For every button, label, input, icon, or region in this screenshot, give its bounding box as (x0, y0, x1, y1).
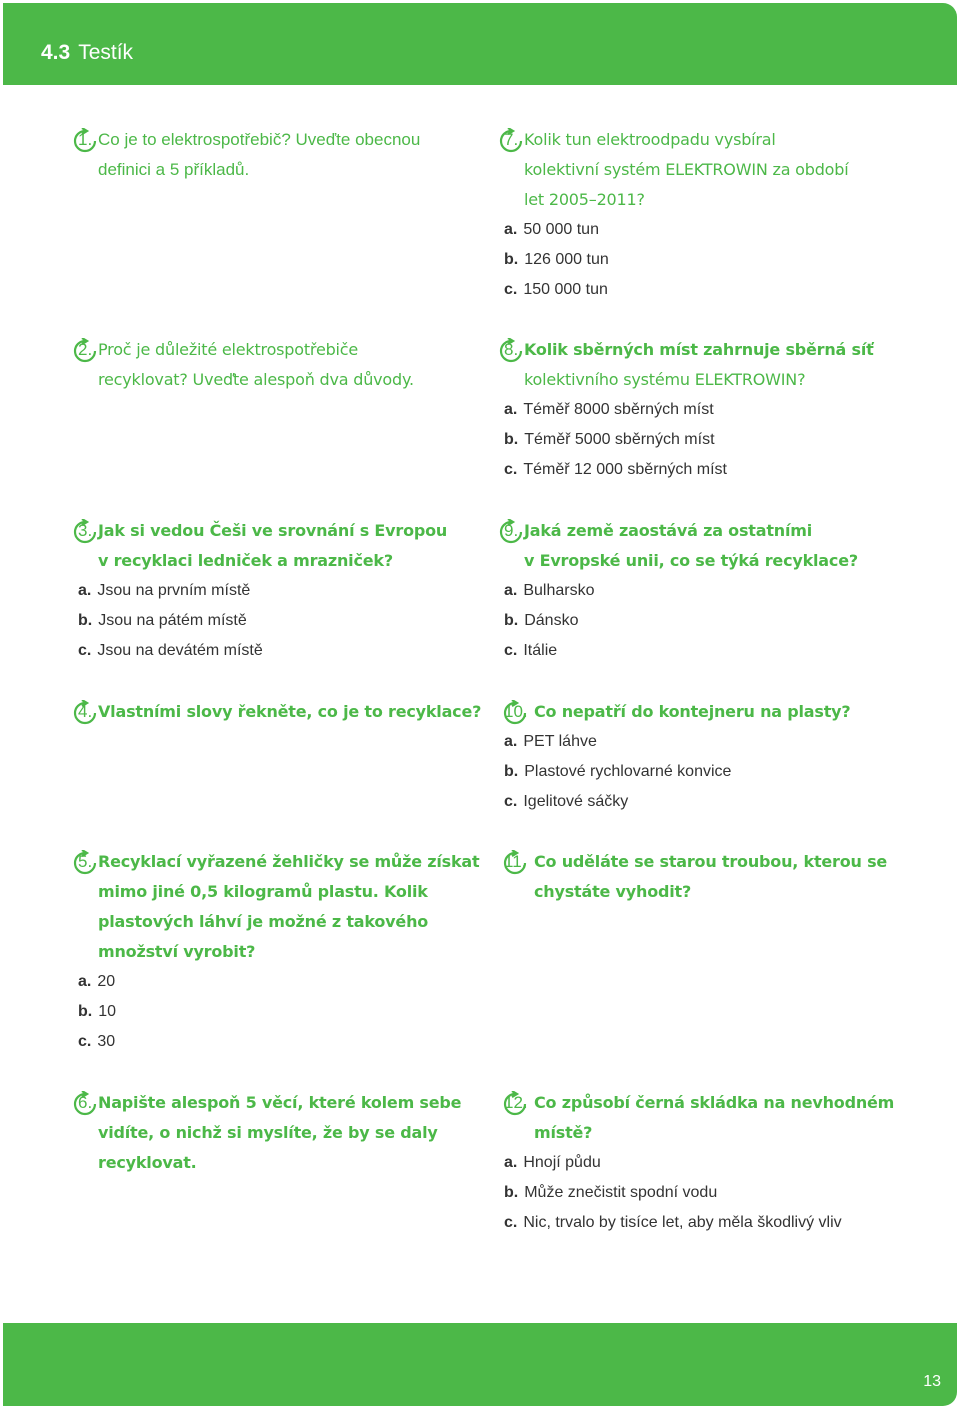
question-number: 3. (78, 521, 93, 540)
question-text: Proč je důležité elektrospotřebiče (98, 340, 359, 359)
question-text: recyklovat. (98, 1153, 197, 1172)
answer-option: b. Jsou na pátém místě (78, 612, 247, 629)
question-number: 4. (78, 702, 93, 721)
section-number: 4.3 (41, 41, 71, 64)
question-8 (498, 335, 918, 485)
question-text: Vlastními slovy řekněte, co je to recyklace? (98, 702, 482, 721)
question-number: 7. (504, 130, 519, 149)
answer-option: b. Dánsko (504, 612, 579, 629)
question-9 (498, 516, 918, 666)
question-5 (72, 847, 492, 1057)
question-4 (72, 697, 492, 727)
question-text: Jaká země zaostává za ostatními (524, 521, 813, 540)
question-10 (498, 697, 918, 817)
answer-option: a. 50 000 tun (504, 221, 599, 238)
answer-option: c. Jsou na devátém místě (78, 642, 263, 659)
question-number: 12. (504, 1093, 528, 1112)
answer-option: b. Plastové rychlovarné konvice (504, 763, 732, 780)
page-title (41, 41, 133, 65)
answer-option: b. Téměř 5000 sběrných míst (504, 431, 715, 448)
question-11 (498, 847, 918, 907)
answer-option: a. Hnojí půdu (504, 1154, 601, 1171)
answer-option: b. Může znečistit spodní vodu (504, 1184, 718, 1201)
question-text: v Evropské unii, co se týká recyklace? (524, 551, 858, 570)
answer-option: c. 30 (78, 1033, 116, 1050)
question-text: kolektivní systém ELEKTROWIN za období (524, 160, 849, 179)
question-text: Co nepatří do kontejneru na plasty? (534, 702, 851, 721)
question-number: 6. (78, 1093, 93, 1112)
question-number: 11. (504, 852, 527, 871)
question-text: chystáte vyhodit? (534, 882, 692, 901)
question-text: definici a 5 příkladů. (98, 160, 250, 179)
question-text: plastových láhví je možné z takového (98, 912, 429, 931)
answer-option: c. Téměř 12 000 sběrných míst (504, 461, 727, 478)
question-text: Co uděláte se starou troubou, kterou se (534, 852, 888, 871)
answer-option: c. Itálie (504, 642, 558, 659)
question-6 (72, 1088, 492, 1178)
answer-option: a. Jsou na prvním místě (78, 582, 251, 599)
question-2 (72, 335, 492, 395)
answer-option: c. 150 000 tun (504, 281, 608, 298)
question-12 (498, 1088, 918, 1238)
header-bar (3, 3, 957, 85)
question-text: Napište alespoň 5 věcí, které kolem sebe (98, 1093, 462, 1112)
answer-option: a. Bulharsko (504, 582, 595, 599)
question-text: recyklovat? Uveďte alespoň dva důvody. (98, 370, 414, 389)
question-text: v recyklaci ledniček a mrazniček? (98, 551, 393, 570)
answer-option: a. PET láhve (504, 733, 597, 750)
answer-option: c. Igelitové sáčky (504, 793, 629, 810)
answer-option: b. 126 000 tun (504, 251, 609, 268)
footer-bar (3, 1323, 957, 1406)
question-text: Recyklací vyřazené žehličky se může získat (98, 852, 480, 871)
question-text: Kolik tun elektroodpadu vysbíral (524, 130, 776, 149)
question-text: Kolik sběrných míst zahrnuje sběrná síť (524, 340, 874, 359)
question-text: kolektivního systému ELEKTROWIN? (524, 370, 806, 389)
question-text: vidíte, o nichž si myslíte, že by se daly (98, 1123, 438, 1142)
question-number: 2. (78, 340, 93, 359)
answer-option: b. 10 (78, 1003, 117, 1020)
answer-option: a. Téměř 8000 sběrných míst (504, 401, 714, 418)
question-1 (72, 125, 492, 185)
question-number: 1. (78, 130, 93, 149)
question-number: 10. (504, 702, 528, 721)
question-number: 8. (504, 340, 519, 359)
question-text: Jak si vedou Češi ve srovnání s Evropou (98, 521, 448, 540)
question-text: let 2005–2011? (524, 190, 645, 209)
question-text: množství vyrobit? (98, 942, 256, 961)
question-3 (72, 516, 492, 666)
question-7 (498, 125, 918, 305)
question-text: místě? (534, 1123, 593, 1142)
page-number: 13 (923, 1373, 941, 1390)
answer-option: a. 20 (78, 973, 116, 990)
section-title: Testík (78, 41, 134, 64)
question-text: Co způsobí černá skládka na nevhodném (534, 1093, 895, 1112)
question-text: Co je to elektrospotřebič? Uveďte obecnou (98, 130, 421, 149)
answer-option: c. Nic, trvalo by tisíce let, aby měla škodlivý vliv (504, 1214, 842, 1231)
question-text: mimo jiné 0,5 kilogramů plastu. Kolik (98, 882, 428, 901)
question-number: 5. (78, 852, 93, 871)
question-number: 9. (504, 521, 519, 540)
